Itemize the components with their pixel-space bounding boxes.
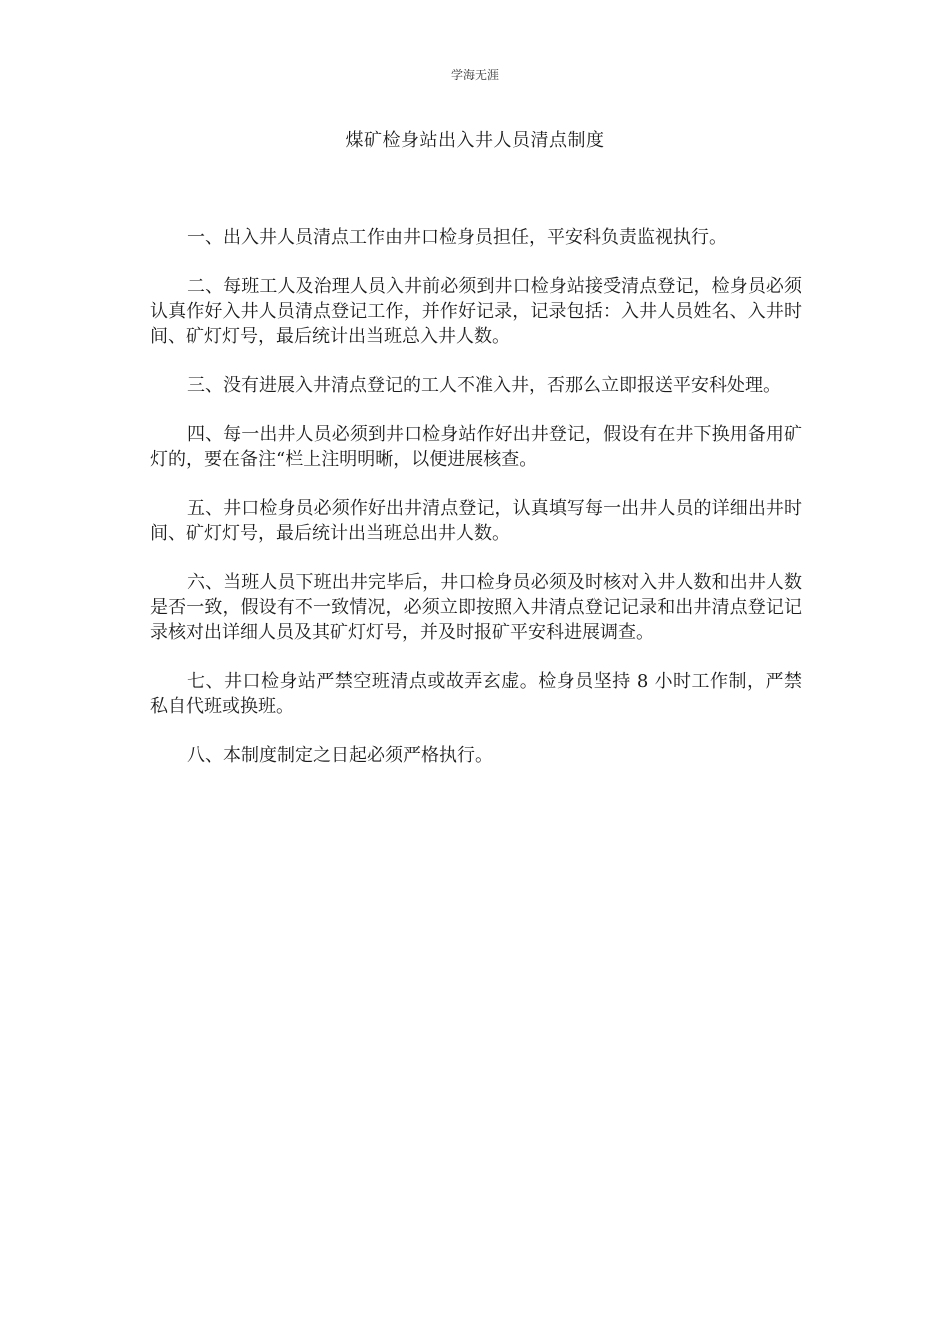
paragraph-7: 七、井口检身站严禁空班清点或故弄玄虚。检身员坚持 8 小时工作制，严禁私自代班或换班。 <box>150 671 802 717</box>
document-body <box>150 225 802 792</box>
page-header: 学海无涯 <box>450 68 499 82</box>
paragraph-4: 四、每一出井人员必须到井口检身站作好出井登记，假设有在井下换用备用矿灯的，要在备注“栏上注明明晰，以便进展核查。 <box>150 424 802 470</box>
document-title: 煤矿检身站出入井人员清点制度 <box>345 130 605 151</box>
paragraph-8: 八、本制度制定之日起必须严格执行。 <box>187 745 493 766</box>
paragraph-5: 五、井口检身员必须作好出井清点登记，认真填写每一出井人员的详细出井时间、矿灯灯号，最后统计出当班总出井人数。 <box>150 498 802 544</box>
paragraph-6: 六、当班人员下班出井完毕后，井口检身员必须及时核对入井人数和出井人数是否一致，假设有不一致情况，必须立即按照入井清点登记记录和出井清点登记记录核对出详细人员及其矿灯灯号，并及时报矿平安科进展调查。 <box>150 572 802 643</box>
paragraph-1: 一、出入井人员清点工作由井口检身员担任，平安科负责监视执行。 <box>187 227 727 248</box>
paragraph-3: 三、没有进展入井清点登记的工人不准入井，否那么立即报送平安科处理。 <box>187 375 781 396</box>
paragraph-2: 二、每班工人及治理人员入井前必须到井口检身站接受清点登记，检身员必须认真作好入井人员清点登记工作，并作好记录，记录包括：入井人员姓名、入井时间、矿灯灯号，最后统计出当班总入井人数。 <box>150 276 802 347</box>
